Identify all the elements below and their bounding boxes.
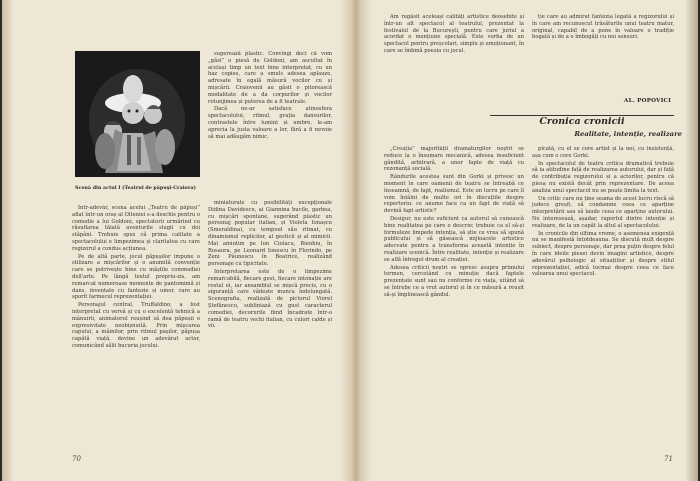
paragraph: Am regăsit aceleași calități artistice deosebite și într-un alt spectacol al teatrului, prezentat la festivalul de la București, pentru care juriul a acordat o mențiune specială. Este vorba de un spectacol pentru preșcolari, simplu și emoționant, în care se îmbină poezia cu jocul. (384, 14, 524, 54)
right-page (372, 0, 688, 481)
right-page-intro-right (532, 14, 674, 94)
section-title: Cronica cronicii (539, 116, 625, 127)
left-page (12, 0, 342, 481)
puppet-photo (75, 51, 200, 177)
paragraph: In spectacolul de teatru critica dramatică trebuie să ia atitudine față de realizarea autorului, dar și față de contribuția regizorului și a actorilor, pentru că piesa nu există decât prin reprezentare. De aceea analiza unui spectacol nu se poate limita la text. (532, 160, 674, 194)
photo-caption: Scenă din actul I (Teatrul de păpuşi-Craiova) (75, 185, 196, 191)
paragraph: Dacă ne-ar satisface atmosfera spectacolului, ritmul, grația dansurilor, contrastele între lumini și umbre, le-am aprecia la justa valoare a lor, fără a fi nevoie să mai adăugăm nimic. (208, 106, 332, 140)
author-signature: AL. POPOVICI (624, 98, 672, 104)
right-page-column-right (532, 146, 674, 450)
book-spread (2, 0, 698, 481)
book-gutter (340, 0, 372, 481)
paragraph: Personajul central, Truffaldino, a fost interpretat cu vervă și cu o excelentă tehnică a mânuirii, animatorul reușind să dea păpușii o expresivitate neobișnuită. Prin mișcarea capului, a mâinilor, prin ritmul pașilor, păpușa capătă viață, devine un adevărat actor, comunicând sălii bucuria jocului. (72, 302, 200, 349)
paragraph: Pe de altă parte, jocul păpușilor impune o stilizare a mișcărilor și o anumită convenție care se potrivește bine cu măștile commediei dell'arte. Pe lângă textul propriu-zis, am remarcat numeroase momente de pantomimă și dans, inventate cu fantezie și umor, care au sporit farmecul reprezentației. (72, 253, 200, 301)
right-page-column-left (384, 146, 524, 450)
paragraph: Intr-adevăr, scena acelui „Teatru de păpuși” aflat într-un oraș al Olteniei s-a deschis pentru o comedie a lui Goldoni, spectatorii urmărind cu răsuflarea tăiată aventurile slugii cu doi stăpâni. Trebuie spus că prima calitate a spectacolului e limpezimea și claritatea cu care regizorul a condus acțiunea. (72, 205, 200, 252)
paragraph: In cronicile din ultima vreme, o asemenea exigență nu se manifestă întotdeauna. Se discută mult despre subiect, despre personaje, dar prea puțin despre felul în care ideile piesei devin imagini artistice, despre adevărul psihologic al situațiilor și despre stilul reprezentației, adică tocmai despre ceea ce face valoarea unui spectacol. (532, 230, 674, 278)
left-page-column-right-top (208, 51, 332, 197)
left-page-column-right-bottom (208, 200, 332, 450)
page-number-right: 71 (664, 455, 673, 463)
puppet-image (75, 51, 200, 177)
paragraph: picată, cu el se cere artist și la noi, cu insistență, așa cum o cere Gorki. (532, 146, 674, 159)
page-number-left: 70 (72, 455, 81, 463)
paragraph: Rândurile acestea sunt din Gorki și privesc un moment în care oamenii de teatru se întreabă ce înseamnă, de fapt, realismul. Este un lucru pe care îl vom întâlni de multe ori în discuțiile despre repertoriu: ce anume face ca un fapt de viață să devină fapt artistic? (384, 174, 524, 215)
paragraph: Un critic care nu ține seama de acest lucru riscă să judece greșit, să condamne ceea ce aparține interpretării sau să laude ceea ce aparține autorului. Ne interesează, așadar, raportul dintre intenție și realizare, de la un capăt la altul al spectacolului. (532, 195, 674, 229)
paragraph: Adesea criticii noștri se opresc asupra primului termen, cercetând cu minuție dacă faptele prezentate sunt sau nu conforme cu viața, uitând să se întrebe ce a vrut autorul și în ce măsură a reușit să-și împlinească gândul. (384, 264, 524, 298)
left-page-column-left (72, 205, 200, 450)
left-page-edge (2, 0, 12, 481)
section-subtitle: Realitate, intenție, realizare (574, 130, 682, 138)
paragraph: Desigur, nu este suficient ca autorul să cunoască bine realitatea pe care o descrie; trebuie ca el să-și formuleze limpede intenția, să știe ce vrea să spună publicului și să găsească mijloacele artistice adecvate pentru a transforma această intenție în realizare scenică. Între realitate, intenție și realizare se află întregul drum al creației. (384, 215, 524, 263)
paragraph: Interpretarea este de o limpezime remarcabilă, fiecare gest, fiecare intonație are rostul ei, iar ansamblul se mișcă precis, cu o siguranță care vădește munca îndelungată. Scenografia, realizată de pictorul Viorel Ștefănescu, subliniază cu gust caracterul comediei, decorurile fiind încadrate într-o ramă de teatru vechi italian, cu culori calde și vii. (208, 268, 332, 330)
paragraph: sugerează plastic. Convingi deci că vom „găsi” o piesă de Goldoni, am ascultat în același timp un text bine interpretat, cu un haz copios, care a smuls adesea aplauze, adresate în egală măsură vocilor cu și mișcării. Craiovenii au găsit o pitorească modalitate de a da corpurilor și vocilor rotunjimea și puterea de a fi teatrale. (208, 51, 332, 105)
right-page-intro-left (384, 14, 524, 98)
paragraph: „Creația” majorității dramaturgilor noștri se reduce la o însumare mecanică, adesea insuficient gândită, arbitrară, a unor fapte de viață cu rezonanță socială. (384, 146, 524, 173)
paragraph: miniaturale cu posibilități excepționale Didina Davidescu, ai Giannina bucile, garbea, cu mișcări spontane, sugerând plastic un personaj popular italian, și Violeta Ionașcu (Smeraldina), cu tempoul său ritmat, cu dinamismul replicilor, al gesticii și al mimicii. Mai amintim pe Ion Ciolacu, Bienhiu, în Rosaura, pe Leonard Ionescu în Florindo, pe Zeni Păunescu în Beatrice, realizând personaje cu tipicitate. (208, 200, 332, 268)
paragraph: ție care au admirat fantezia legată a regizorului și în care am recunoscut trăsăturile unui teatru matur, original, capabil de a pune în valoare o tradiție bogată și de a o îmbogăți cu noi sensuri. (532, 14, 674, 41)
